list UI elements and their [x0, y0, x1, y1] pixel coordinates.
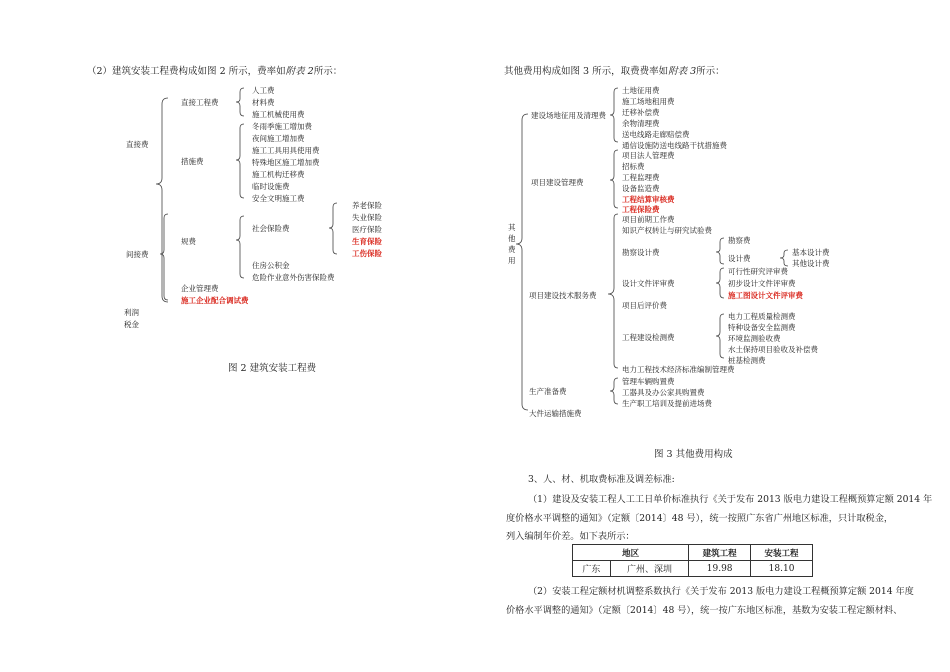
node-wxzy: 危险作业意外伤害保险费: [252, 273, 335, 282]
node-shebao: 社会保险费: [252, 224, 290, 233]
node-c4c: 施工图设计文件评审费: [728, 291, 803, 300]
node-shuijin: 税金: [124, 320, 139, 329]
node-c4a: 可行性研究评审费: [728, 267, 788, 276]
node-d3: 生产职工培训及提前进场费: [622, 399, 712, 408]
node-lirun: 利润: [124, 308, 139, 317]
node-b6: 工程保险费: [622, 205, 660, 214]
table-cell: 广州、深圳: [610, 561, 688, 577]
node-c6a: 电力工程质量检测费: [728, 312, 796, 321]
para2-line2: 价格水平调整的通知》（定额〔2014〕48 号），统一按广东地区标准，基数为安装工程定额材料、: [506, 605, 903, 616]
node-jixie: 施工机械使用费: [252, 110, 305, 119]
node-a4: 余物清理费: [622, 119, 660, 128]
node-m1: 冬雨季施工增加费: [252, 122, 312, 131]
node-c5: 项目后评价费: [622, 301, 667, 310]
para1-line1: （1）建设及安装工程人工工日单价标准执行《关于发布 2013 版电力建设工程概预算定额 2014 年: [528, 494, 933, 505]
node-s3: 医疗保险: [352, 225, 382, 234]
node-m2: 夜间施工增加费: [252, 134, 305, 143]
node-guifei: 规费: [181, 237, 196, 246]
node-b5: 工程结算审核费: [622, 195, 675, 204]
node-cailiao: 材料费: [252, 98, 275, 107]
para2-line1: （2）安装工程定额材机调整系数执行《关于发布 2013 版电力建设工程概预算定额 2014 年度: [528, 586, 914, 597]
node-c6b: 特种设备安全监测费: [728, 323, 796, 332]
right-heading: 其他费用构成如图 3 所示，取费费率如附表 3所示：: [504, 66, 725, 77]
node-s4: 生育保险: [352, 237, 382, 246]
node-c6c: 环境监测验收费: [728, 334, 781, 343]
rate-table: [572, 544, 813, 577]
node-zhijie: 直接费: [126, 140, 149, 149]
node-m7: 安全文明施工费: [252, 194, 305, 203]
node-m6: 临时设施费: [252, 182, 290, 191]
table-cell: 19.98: [689, 561, 751, 577]
node-a5: 送电线路走廊赔偿费: [622, 130, 690, 139]
node-b2: 招标费: [622, 162, 645, 171]
node-e: 大件运输措施费: [529, 409, 582, 418]
node-c3a: 勘察费: [728, 236, 751, 245]
node-c6e: 桩基检测费: [728, 356, 766, 365]
node-d2: 工器具及办公家具购置费: [622, 388, 705, 397]
node-d1: 管理车辆购置费: [622, 377, 675, 386]
node-m4: 特殊地区施工增加费: [252, 158, 320, 167]
table-header: 建筑工程: [689, 545, 751, 561]
para1-line2: 度价格水平调整的通知》（定额〔2014〕48 号），统一按照广东省广州地区标准，只计取税金，: [506, 513, 894, 524]
node-peihe: 施工企业配合调试费: [181, 296, 249, 305]
node-a: 建设场地征用及清理费: [531, 111, 606, 120]
appendix-2-link[interactable]: 附表 2: [285, 66, 314, 77]
node-m5: 施工机构迁移费: [252, 170, 305, 179]
node-s2: 失业保险: [352, 213, 382, 222]
node-m3: 施工工具用具使用费: [252, 146, 320, 155]
table-header: 安装工程: [751, 545, 813, 561]
node-a1: 土地征用费: [622, 86, 660, 95]
table-cell: 18.10: [751, 561, 813, 577]
node-rengong: 人工费: [252, 86, 275, 95]
node-jianjie: 间接费: [126, 250, 149, 259]
figure-3-caption: 图 3 其他费用构成: [654, 449, 733, 460]
node-s1: 养老保险: [352, 201, 382, 210]
para1-line3: 列入编制年价差。如下表所示：: [506, 531, 635, 542]
node-zhijie-gc: 直接工程费: [181, 98, 219, 107]
node-qiye: 企业管理费: [181, 284, 219, 293]
node-c4: 设计文件评审费: [622, 279, 675, 288]
figure-2-caption: 图 2 建筑安装工程费: [228, 363, 317, 374]
node-c2: 知识产权转让与研究试验费: [622, 226, 712, 235]
node-a3: 迁移补偿费: [622, 108, 660, 117]
node-d: 生产准备费: [529, 387, 567, 396]
node-c: 项目建设技术服务费: [529, 291, 597, 300]
node-b3: 工程监理费: [622, 173, 660, 182]
node-a2: 施工场地租用费: [622, 97, 675, 106]
node-c7: 电力工程技术经济标准编制管理费: [622, 365, 735, 374]
node-b: 项目建设管理费: [531, 178, 584, 187]
node-gjj: 住房公积金: [252, 261, 290, 270]
node-c6d: 水土保持项目验收及补偿费: [728, 345, 818, 354]
node-c3b1: 基本设计费: [792, 248, 830, 257]
node-c3b: 设计费: [728, 254, 751, 263]
table-cell: 广东: [573, 561, 611, 577]
node-c3: 勘察设计费: [622, 248, 660, 257]
table-header: 地区: [573, 545, 689, 561]
node-c4b: 初步设计文件评审费: [728, 279, 796, 288]
table-header-row: [573, 545, 813, 561]
section-3-title: 3、人、材、机取费标准及调差标准:: [528, 474, 675, 485]
node-c6: 工程建设检测费: [622, 333, 675, 342]
appendix-3-link[interactable]: 附表 3: [668, 66, 697, 77]
node-cuoshi: 措施费: [181, 157, 204, 166]
node-a6: 通信设施防送电线路干扰措施费: [622, 141, 727, 150]
node-root: 其他费用: [508, 223, 516, 265]
node-b4: 设备监造费: [622, 184, 660, 193]
node-b1: 项目法人管理费: [622, 151, 675, 160]
node-s5: 工伤保险: [352, 249, 382, 258]
node-c3b2: 其他设计费: [792, 259, 830, 268]
left-heading: （2）建筑安装工程费构成如图 2 所示，费率如附表 2所示：: [87, 66, 343, 77]
table-row: [573, 561, 813, 577]
node-c1: 项目前期工作费: [622, 215, 675, 224]
